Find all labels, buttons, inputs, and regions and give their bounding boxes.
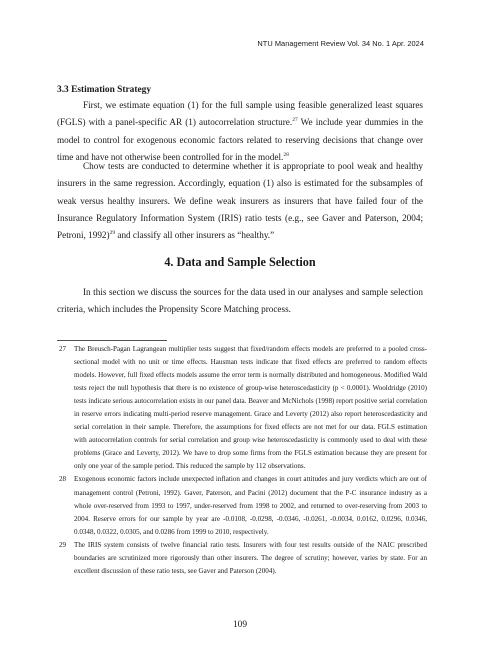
footnote-text: The Breusch-Pagan Lagrangean multiplier tests suggest that fixed/random effects models are preferred to a pooled cross-sectional model with no unit or time effects. Hausman tests indicate that fixed effects are preferred to random effects models. However, full fixed effects models assume the error term is normally distributed and homogeneous. Modified Wald tests reject the null hypothesis that there is no existence of group-wise heteroscedasticity (p < 0.0001). Wooldridge (2010) tests indicate serious autocorrelation exists in our panel data. Beaver and McNichols (1998) report positive serial correlation in reserve errors indicating multi-period reserve management. Grace and Leverty (2012) also report heteroscedasticity and serial correlation in their sample. Therefore, the assumptions for fixed effects are not met for our data. FGLS estimation with autocorrelation controls for serial correlation and group wise heteroscedasticity is commonly used to deal with these problems (Grace and Leverty, 2012). We have to drop some firms from the FGLS estimation because they are present for only one year of the sample period. This reduced the sample by 112 observations. <box>74 345 427 471</box>
footnote-text: Exogenous economic factors include unexpected inflation and changes in court attitudes and jury verdicts which are out of management control (Petroni, 1992). Gaver, Paterson, and Pacini (2012) document that the P-C insurance industry as a whole over-reserved from 1993 to 1997, under-reserved from 1998 to 2002, and returned to over-reserving from 2003 to 2004. Reserve errors for our sample by year are -0.0108, -0.0298, -0.0346, -0.0261, -0.0034, 0.0162, 0.0296, 0.0346, 0.0348, 0.0322, 0.0305, and 0.0286 from 1999 to 2010, respectively. <box>74 475 427 536</box>
footnote-divider <box>57 340 167 341</box>
paragraph-text: We include year dummies in the model to control for exogenous economic factors related to reserving decisions that change over time and have not otherwise been controlled for in the model. <box>57 117 423 162</box>
footnote-ref-28[interactable]: 28 <box>283 151 289 158</box>
footnote-item <box>57 343 427 473</box>
footnotes <box>57 343 427 578</box>
paragraph-data-intro: In this section we discuss the sources for the data used in our analyses and sample selection criteria, which includes the Propensity Score Matching process. <box>57 287 423 315</box>
paragraph-text: and classify all other insurers as “healthy.” <box>115 230 275 241</box>
footnote-number: 27 <box>59 345 67 353</box>
footnote-number: 29 <box>59 540 67 549</box>
paragraph-text: First, we estimate equation (1) for the full sample using feasible generalized least squares (FGLS) with a panel-specific AR (1) autocorrelation structure. <box>57 100 423 128</box>
journal-name: NTU Management Review <box>257 39 346 48</box>
running-header <box>257 39 424 48</box>
footnote-item <box>57 473 427 538</box>
footnote-ref-29[interactable]: 29 <box>109 230 116 237</box>
footnote-item <box>57 539 427 578</box>
page-number: 109 <box>232 620 248 630</box>
footnote-number: 28 <box>59 475 67 484</box>
chapter-heading: 4. Data and Sample Selection <box>164 255 316 269</box>
paragraph-estimation <box>57 97 423 166</box>
paragraph-chow-tests <box>57 158 423 244</box>
journal-issue: Vol. 34 No. 1 Apr. 2024 <box>347 39 424 48</box>
paragraph-text: Chow tests are conducted to determine whether it is appropriate to pool weak and healthy insurers in the same regression. Accordingly, equation (1) also is estimated for the subsamples of weak versus healthy insurers. We define weak insurers as insurers that have failed four of the Insurance Regulatory Information System (IRIS) ratio tests (e.g., see Gaver and Paterson, 2004; Petroni, 1992) <box>57 161 423 241</box>
footnote-ref-27[interactable]: 27 <box>292 117 298 124</box>
section-heading: 3.3 Estimation Strategy <box>57 85 152 95</box>
footnote-text: The IRIS system consists of twelve financial ratio tests. Insurers with four test results outside of the NAIC prescribed boundaries are scrutinized more rigorously than other insurers. The degree of scrutiny; however, varies by state. For an excellent discussion of these ratio tests, see Gaver and Paterson (2004). <box>74 540 427 575</box>
